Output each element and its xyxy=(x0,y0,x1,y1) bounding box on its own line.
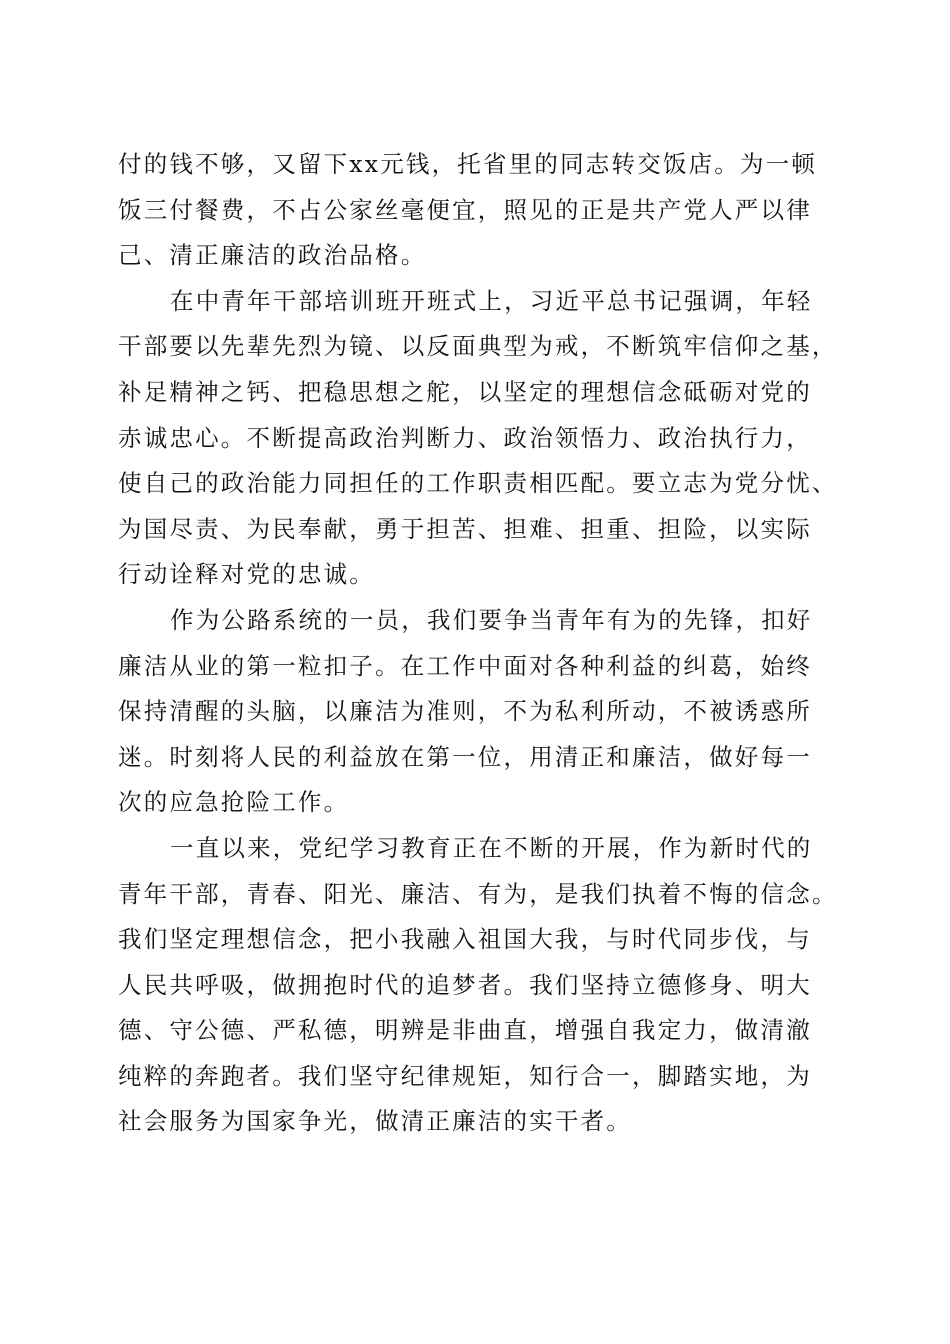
text-line: 作为公路系统的一员，我们要争当青年有为的先锋，扣好 xyxy=(170,605,813,634)
text-line: 保持清醒的头脑，以廉洁为准则，不为私利所动，不被诱惑所 xyxy=(118,697,812,726)
text-line: 行动诠释对党的忠诚。 xyxy=(118,560,375,589)
text-line: 为国尽责、为民奉献，勇于担苦、担难、担重、担险，以实际 xyxy=(118,514,812,543)
text-line: 赤诚忠心。不断提高政治判断力、政治领悟力、政治执行力， xyxy=(118,423,812,452)
text-line: 付的钱不够，又留下xx元钱，托省里的同志转交饭店。为一顿 xyxy=(118,150,818,178)
paragraph-1 xyxy=(118,142,832,279)
text-line: 己、清正廉洁的政治品格。 xyxy=(118,241,427,270)
text-line: 人民共呼吸，做拥抱时代的追梦者。我们坚持立德修身、明大 xyxy=(118,970,812,999)
text-line: 补足精神之钙、把稳思想之舵，以坚定的理想信念砥砺对党的 xyxy=(118,377,812,406)
document-body xyxy=(118,142,838,1145)
text-line: 次的应急抢险工作。 xyxy=(118,788,350,817)
text-line: 社会服务为国家争光，做清正廉洁的实干者。 xyxy=(118,1107,632,1136)
text-line: 德、守公德、严私德，明辨是非曲直，增强自我定力，做清澈 xyxy=(118,1016,812,1045)
text-line: 饭三付餐费，不占公家丝毫便宜，照见的正是共产党人严以律 xyxy=(118,195,812,224)
text-line: 我们坚定理想信念，把小我融入祖国大我，与时代同步伐，与 xyxy=(118,925,812,954)
text-line: 在中青年干部培训班开班式上，习近平总书记强调，年轻 xyxy=(170,286,813,315)
text-line: 迷。时刻将人民的利益放在第一位，用清正和廉洁，做好每一 xyxy=(118,742,812,771)
text-line: 干部要以先辈先烈为镜、以反面典型为戒，不断筑牢信仰之基， xyxy=(118,332,838,361)
paragraph-4 xyxy=(118,826,838,1145)
text-line: 青年干部，青春、阳光、廉洁、有为，是我们执着不悔的信念。 xyxy=(118,879,838,908)
paragraph-3 xyxy=(118,598,832,826)
text-line: 廉洁从业的第一粒扣子。在工作中面对各种利益的纠葛，始终 xyxy=(118,651,812,680)
text-line: 一直以来，党纪学习教育正在不断的开展，作为新时代的 xyxy=(170,833,813,862)
text-line: 纯粹的奔跑者。我们坚守纪律规矩，知行合一，脚踏实地，为 xyxy=(118,1061,812,1090)
paragraph-2 xyxy=(118,279,838,598)
text-line: 使自己的政治能力同担任的工作职责相匹配。要立志为党分忧、 xyxy=(118,469,838,498)
